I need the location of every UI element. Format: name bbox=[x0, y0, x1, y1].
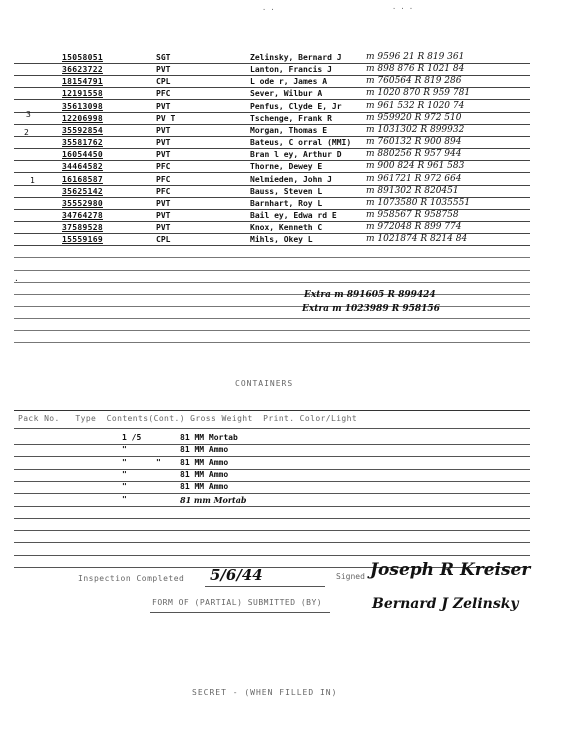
serial-number: 35592854 bbox=[62, 125, 103, 135]
containers-header: Pack No. Type Contents(Cont.) Gross Weight Print. Color/Light bbox=[18, 414, 358, 423]
service-number: m 891302 R 820451 bbox=[366, 185, 459, 196]
ruled-line bbox=[14, 270, 530, 271]
rank: PVT bbox=[156, 125, 171, 135]
roster-row bbox=[0, 137, 562, 150]
rank: CPL bbox=[156, 77, 171, 87]
roster-row bbox=[0, 88, 562, 101]
rank: CPL bbox=[156, 235, 171, 245]
serial-number: 35613098 bbox=[62, 101, 103, 111]
extra-line-1: Extra m 891605 R 899424 bbox=[304, 290, 436, 300]
rank: PVT bbox=[156, 223, 171, 233]
top-mark-1: · · bbox=[262, 6, 275, 14]
rank: PVT bbox=[156, 198, 171, 208]
roster-row bbox=[0, 186, 562, 199]
service-number: m 9596 21 R 819 361 bbox=[366, 52, 465, 62]
ruled-line bbox=[14, 444, 530, 445]
container-contents: 81 MM Ammo bbox=[180, 469, 229, 479]
service-number: m 958567 R 958758 bbox=[366, 209, 459, 220]
ruled-line bbox=[14, 306, 530, 307]
ruled-line bbox=[14, 294, 530, 295]
roster-row bbox=[0, 174, 562, 187]
containers-title: CONTAINERS bbox=[235, 379, 294, 388]
soldier-name: Bauss, Steven L bbox=[250, 186, 323, 196]
serial-number: 34764278 bbox=[62, 210, 103, 220]
soldier-name: Bail ey, Edwa rd E bbox=[250, 210, 337, 220]
service-number: m 972048 R 899 774 bbox=[366, 222, 462, 233]
service-number: m 760564 R 819 286 bbox=[366, 76, 462, 87]
soldier-name: Bateus, C orral (MMI) bbox=[250, 138, 352, 148]
ruled-line bbox=[14, 282, 530, 283]
roster-row bbox=[0, 234, 562, 247]
serial-number: 18154791 bbox=[62, 77, 103, 87]
rank: PVT bbox=[156, 138, 171, 148]
pack-number: " bbox=[122, 457, 127, 467]
signed-label: Signed bbox=[336, 572, 365, 581]
service-number: m 1031302 R 899932 bbox=[366, 124, 465, 135]
pack-number: " bbox=[122, 469, 127, 479]
ditto-mark: " bbox=[156, 457, 161, 467]
serial-number: 35625142 bbox=[62, 186, 103, 196]
container-contents: 81 MM Ammo bbox=[180, 445, 229, 455]
container-contents: 81 MM Ammo bbox=[180, 457, 229, 467]
service-number: m 1020 870 R 959 781 bbox=[366, 88, 471, 99]
serial-number: 35552980 bbox=[62, 198, 103, 208]
roster-row bbox=[0, 52, 562, 65]
roster-row bbox=[0, 198, 562, 211]
service-number: m 961721 R 972 664 bbox=[366, 173, 462, 184]
form-underline bbox=[150, 612, 330, 613]
roster-row bbox=[0, 76, 562, 89]
inspection-date: 5/6/44 bbox=[210, 566, 263, 584]
container-contents: 81 MM Ammo bbox=[180, 482, 229, 492]
service-number: m 880256 R 957 944 bbox=[366, 149, 462, 160]
rank: PFC bbox=[156, 186, 171, 196]
pack-number: " bbox=[122, 482, 127, 492]
containers-top-rule bbox=[14, 410, 530, 411]
ruled-line bbox=[14, 481, 530, 482]
ruled-line bbox=[14, 506, 530, 507]
container-contents: 81 MM Mortab bbox=[180, 433, 238, 442]
serial-number: 16168587 bbox=[62, 174, 103, 184]
pack-number: " bbox=[122, 494, 127, 504]
service-number: m 900 824 R 961 583 bbox=[366, 161, 465, 172]
soldier-name: Sever, Wilbur A bbox=[250, 89, 323, 99]
rank: PV T bbox=[156, 113, 176, 123]
pack-number: 1 /5 bbox=[122, 433, 142, 442]
margin-mark: 3 bbox=[26, 110, 31, 119]
roster-row bbox=[0, 210, 562, 223]
rank: PFC bbox=[156, 174, 171, 184]
serial-number: 34464582 bbox=[62, 162, 103, 172]
serial-number: 15058051 bbox=[62, 53, 103, 62]
service-number: m 961 532 R 1020 74 bbox=[366, 100, 465, 111]
soldier-name: Lanton, Francis J bbox=[250, 65, 332, 75]
containers-header-rule bbox=[14, 428, 530, 429]
serial-number: 37589528 bbox=[62, 223, 103, 233]
ruled-line bbox=[14, 330, 530, 331]
soldier-name: Penfus, Clyde E, Jr bbox=[250, 101, 342, 111]
soldier-name: Mihls, Okey L bbox=[250, 235, 313, 245]
rank: PVT bbox=[156, 65, 171, 75]
ruled-line bbox=[14, 518, 530, 519]
rank: PFC bbox=[156, 89, 171, 99]
serial-number: 16054450 bbox=[62, 150, 103, 160]
signature-zelinsky: Bernard J Zelinsky bbox=[372, 596, 519, 612]
rank: PVT bbox=[156, 101, 171, 111]
rank: PVT bbox=[156, 210, 171, 220]
margin-mark: 1 bbox=[30, 176, 35, 185]
service-number: m 1021874 R 8214 84 bbox=[366, 234, 468, 245]
roster-row bbox=[0, 101, 562, 114]
form-label: FORM OF (PARTIAL) SUBMITTED (BY) bbox=[152, 598, 323, 607]
ruled-line bbox=[14, 493, 530, 494]
ruled-line bbox=[14, 318, 530, 319]
serial-number: 15559169 bbox=[62, 235, 103, 245]
footer-classification: SECRET - (WHEN FILLED IN) bbox=[192, 688, 338, 697]
ruled-line bbox=[14, 342, 530, 343]
rank: SGT bbox=[156, 53, 171, 62]
soldier-name: Zelinsky, Bernard J bbox=[250, 53, 342, 62]
soldier-name: Knox, Kenneth C bbox=[250, 223, 323, 233]
ruled-line bbox=[14, 542, 530, 543]
serial-number: 35581762 bbox=[62, 138, 103, 148]
margin-mark: · bbox=[14, 276, 19, 285]
roster-row bbox=[0, 149, 562, 162]
roster-row bbox=[0, 161, 562, 174]
soldier-name: L ode r, James A bbox=[250, 77, 328, 87]
roster-row bbox=[0, 125, 562, 138]
rank: PFC bbox=[156, 162, 171, 172]
serial-number: 36623722 bbox=[62, 65, 103, 75]
extra-line-2: Extra m 1023989 R 958156 bbox=[302, 304, 440, 314]
pack-number: " bbox=[122, 445, 127, 455]
soldier-name: Nelmieden, John J bbox=[250, 174, 332, 184]
soldier-name: Bran l ey, Arthur D bbox=[250, 150, 342, 160]
service-number: m 959920 R 972 510 bbox=[366, 112, 462, 123]
service-number: m 898 876 R 1021 84 bbox=[366, 64, 465, 75]
serial-number: 12191558 bbox=[62, 89, 103, 99]
margin-mark: 2 bbox=[24, 128, 29, 137]
soldier-name: Thorne, Dewey E bbox=[250, 162, 323, 172]
service-number: m 760132 R 900 894 bbox=[366, 137, 462, 148]
roster-row bbox=[0, 113, 562, 126]
ruled-line bbox=[14, 456, 530, 457]
signature-kreiser: Joseph R Kreiser bbox=[370, 560, 531, 580]
date-underline bbox=[205, 586, 325, 587]
service-number: m 1073580 R 1035551 bbox=[366, 197, 471, 208]
soldier-name: Barnhart, Roy L bbox=[250, 198, 323, 208]
roster-row bbox=[0, 64, 562, 77]
ruled-line bbox=[14, 469, 530, 470]
soldier-name: Tschenge, Frank R bbox=[250, 113, 332, 123]
ruled-line bbox=[14, 555, 530, 556]
ruled-line bbox=[14, 257, 530, 258]
rank: PVT bbox=[156, 150, 171, 160]
inspection-label: Inspection Completed bbox=[78, 574, 185, 583]
serial-number: 12206998 bbox=[62, 113, 103, 123]
roster-row bbox=[0, 222, 562, 235]
top-mark-2: · · · bbox=[392, 5, 414, 13]
container-contents: 81 mm Mortab bbox=[180, 494, 247, 505]
ruled-line bbox=[14, 530, 530, 531]
soldier-name: Morgan, Thomas E bbox=[250, 125, 328, 135]
